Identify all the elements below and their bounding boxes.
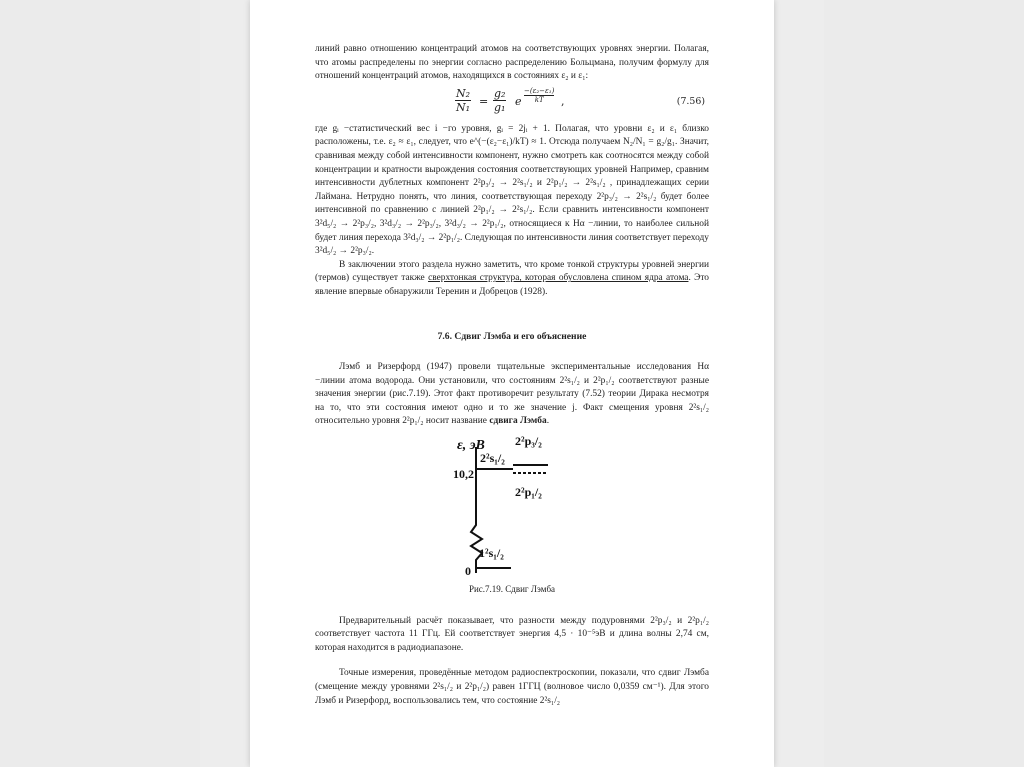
figure-caption: Рис.7.19. Сдвиг Лэмба xyxy=(468,584,556,595)
formula-rhs-fraction xyxy=(493,87,506,115)
document-page xyxy=(250,0,774,767)
paragraph-hyperfine xyxy=(315,259,709,300)
lamb-shift-figure xyxy=(315,433,709,581)
paragraph-lamb-start: Лэмб и Ризерфорд (1947) провели тщательные экспериментальные исследования Hα −линии атома водорода. Они установили, что состояниям 2²s₁/₂ и 2²p₁/₂ соответствуют разные значения энергии (рис.7.19). Этот факт противоречит результату (7.52) теории Дирака несмотря на то, что эти состояния имеют одно и то же значение j. Факт смещения уровня 2²s₁/₂ относительно уровня 2²p₁/₂ носит название xyxy=(315,362,709,427)
level-label-2p12: 2²p₁/₂ xyxy=(515,485,542,500)
level-label-2p32: 2²p₃/₂ xyxy=(515,434,542,449)
tick-label-high: 10,2 xyxy=(453,467,474,482)
paragraph-lamb-end: . xyxy=(546,416,550,427)
paragraph-hyperfine-end: . Это явление впервые обнаружили Теренин и Добрецов (1928). xyxy=(315,273,709,297)
paragraph-lamb-rutherford xyxy=(315,361,709,429)
left-background xyxy=(0,0,200,767)
paragraph-gap xyxy=(315,655,709,667)
formula-exp-base: e xyxy=(515,94,522,108)
formula-lhs-denominator: N₁ xyxy=(456,101,471,115)
paragraph-boltzmann: линий равно отношению концентраций атомов на соответствующих уровнях энергии. Полагая, что атомы распределены по энергии согласно распределению Больцмана, получим формулу для отношений концентраций атомов, находящихся в состояниях ε₂ и ε₁: xyxy=(315,44,709,82)
section-heading: 7.6. Сдвиг Лэмба и его объяснение xyxy=(437,330,587,342)
lamb-shift-term: сдвига Лэмба xyxy=(489,416,547,427)
paragraph-hyperfine-start: В заключении этого раздела нужно заметить, что кроме тонкой структуры уровней энергии (термов) существует также xyxy=(315,259,709,284)
level-label-2s: 2²s₁/₂ xyxy=(480,451,505,466)
formula-7-56 xyxy=(315,85,709,121)
paragraph-preliminary-calculation: Предварительный расчёт показывает, что разности между подуровнями 2²p₃/₂ и 2²p₁/₂ соответствует частота 11 ГГц. Ей соответствует энергия 4,5 · 10⁻⁵эВ и длина волны 2,74 см, которая находится в радиодиапазоне. xyxy=(315,615,709,653)
formula-lhs-numerator: N₂ xyxy=(456,86,471,100)
energy-level-diagram xyxy=(315,433,709,581)
formula-comma: , xyxy=(561,94,565,108)
right-background xyxy=(824,0,1024,767)
formula-exponent xyxy=(524,87,554,104)
hyperfine-underlined-text: сверхтонкая структура, которая обусловлена спином ядра атома xyxy=(428,273,689,284)
level-label-1s: 1²s₁/₂ xyxy=(479,546,504,561)
formula-lhs-fraction xyxy=(455,87,471,115)
formula-exponent-denominator: kT xyxy=(524,95,554,104)
formula-equals: = xyxy=(479,94,489,108)
tick-label-zero: 0 xyxy=(465,564,471,579)
energy-axis-line xyxy=(471,447,482,573)
paragraph-statistical-weight: где gᵢ −статистический вес i −го уровня, gᵢ = 2jᵢ + 1. Полагая, что уровни ε₂ и ε₁ близко расположены, т.е. ε₂ ≈ ε₁, следует, что e^(−(ε₂−ε₁)/kT) ≈ 1. Отсюда получаем N₂/N₁ = g₂/g₁. Значит, сравнивая между собой интенсивности компонент, нужно смотреть как соотносятся между собой концентрации и кратности вырождения состояния соответствующих уровней Например, сравним интенсивности дублетных компонент 2²p₃/₂ → 2²s₁/₂ и 2²p₁/₂ → 2²s₁/₂ , принадлежащих серии Лаймана. Нетрудно понять, что линия, соответствующая переходу 2²p₃/₂ → 2²s₁/₂ будет более интенсивной по сравнению с линией 2²p₁/₂ → 2²s₁/₂. Если сравнить интенсивности компонент 3²d₅/₂ → 2²p₃/₂, 3²d₃/₂ → 2²p₃/₂, 3²d₃/₂ → 2²p₁/₂, относящиеся к Hα −линии, то наиболее сильной будет линия перехода 3²d₃/₂ → 2²p₁/₂. Следующая по интенсивности линия соответствует переходу 3²d₅/₂ → 2²p₃/₂. xyxy=(315,123,709,257)
formula-rhs-denominator: g₁ xyxy=(494,101,506,115)
formula-exponent-numerator: −(ε₂−ε₁) xyxy=(524,86,555,95)
axis-label: ε, эВ xyxy=(457,438,485,454)
text-column xyxy=(315,43,709,708)
formula-rhs-numerator: g₂ xyxy=(494,86,506,100)
formula-number: (7.56) xyxy=(676,95,705,107)
paragraph-precise-measurements: Точные измерения, проведённые методом радиоспектроскопии, показали, что сдвиг Лэмба (смещение между уровнями 2²s₁/₂ и 2²p₁/₂) равен 1ГГЦ (волновое число 0,0359 см⁻¹). Для этого Лэмб и Ризерфорд, воспользовались тем, что состояние 2²s₁/₂ xyxy=(315,668,709,706)
